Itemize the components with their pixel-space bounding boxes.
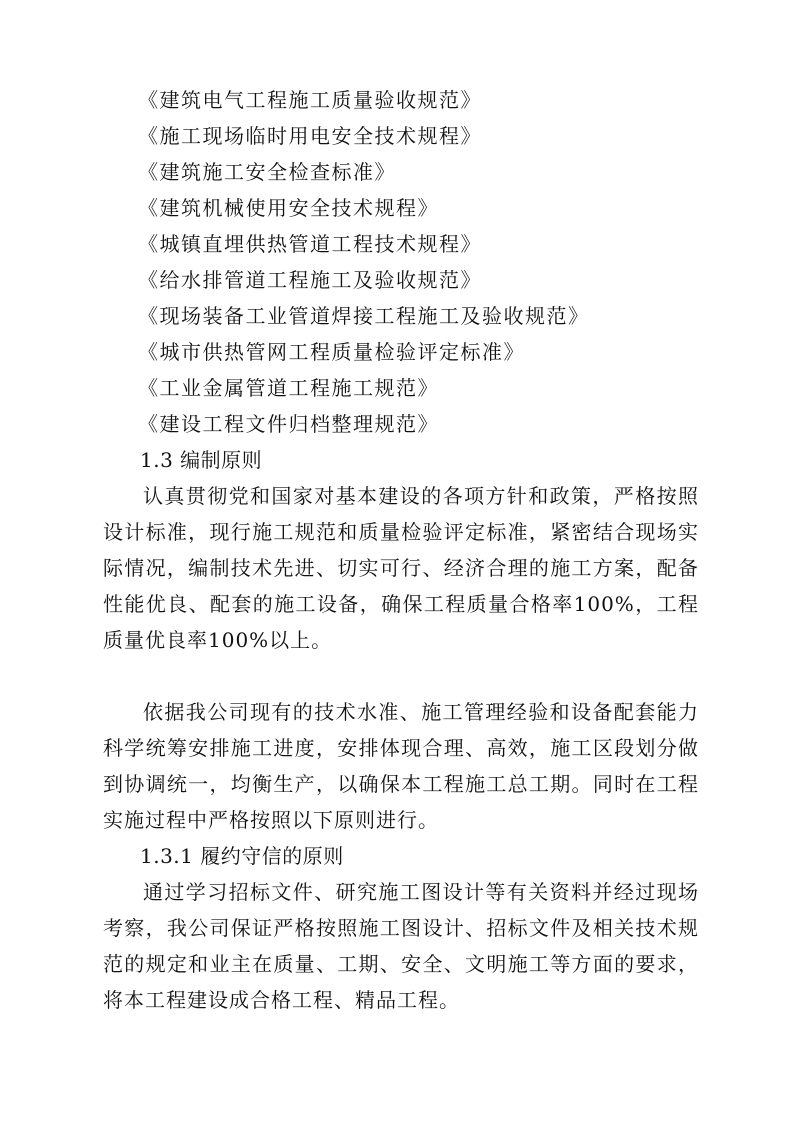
reference-item: 《给水排管道工程施工及验收规范》 bbox=[138, 268, 482, 292]
reference-item: 《城镇直埋供热管道工程技术规程》 bbox=[138, 232, 482, 256]
reference-item: 《建筑施工安全检查标准》 bbox=[138, 160, 396, 184]
paragraph-contract-principle: 通过学习招标文件、研究施工图设计等有关资料并经过现场考察，我公司保证严格按照施工图设计、招标文件及相关技术规范的规定和业主在质量、工期、安全、文明施工等方面的要求，将本工程建设成合格工程、精品工程。 bbox=[103, 880, 699, 1012]
reference-item: 《现场装备工业管道焊接工程施工及验收规范》 bbox=[138, 304, 590, 328]
reference-item: 《建筑电气工程施工质量验收规范》 bbox=[138, 88, 482, 112]
reference-item: 《工业金属管道工程施工规范》 bbox=[138, 376, 439, 400]
paragraph-principles: 认真贯彻党和国家对基本建设的各项方针和政策，严格按照设计标准，现行施工规范和质量检验评定标准，紧密结合现场实际情况，编制技术先进、切实可行、经济合理的施工方案，配备性能优良、配套的施工设备，确保工程质量合格率100%，工程质量优良率100%以上。 bbox=[103, 484, 699, 652]
section-heading-1-3-1: 1.3.1 履约守信的原则 bbox=[140, 844, 344, 868]
reference-item: 《城市供热管网工程质量检验评定标准》 bbox=[138, 340, 525, 364]
reference-item: 《建筑机械使用安全技术规程》 bbox=[138, 196, 439, 220]
reference-item: 《建设工程文件归档整理规范》 bbox=[138, 412, 439, 436]
paragraph-basis: 依据我公司现有的技术水准、施工管理经验和设备配套能力科学统筹安排施工进度，安排体现合理、高效，施工区段划分做到协调统一，均衡生产，以确保本工程施工总工期。同时在工程实施过程中严格按照以下原则进行。 bbox=[103, 700, 699, 832]
section-heading-1-3: 1.3 编制原则 bbox=[140, 448, 263, 472]
reference-item: 《施工现场临时用电安全技术规程》 bbox=[138, 124, 482, 148]
